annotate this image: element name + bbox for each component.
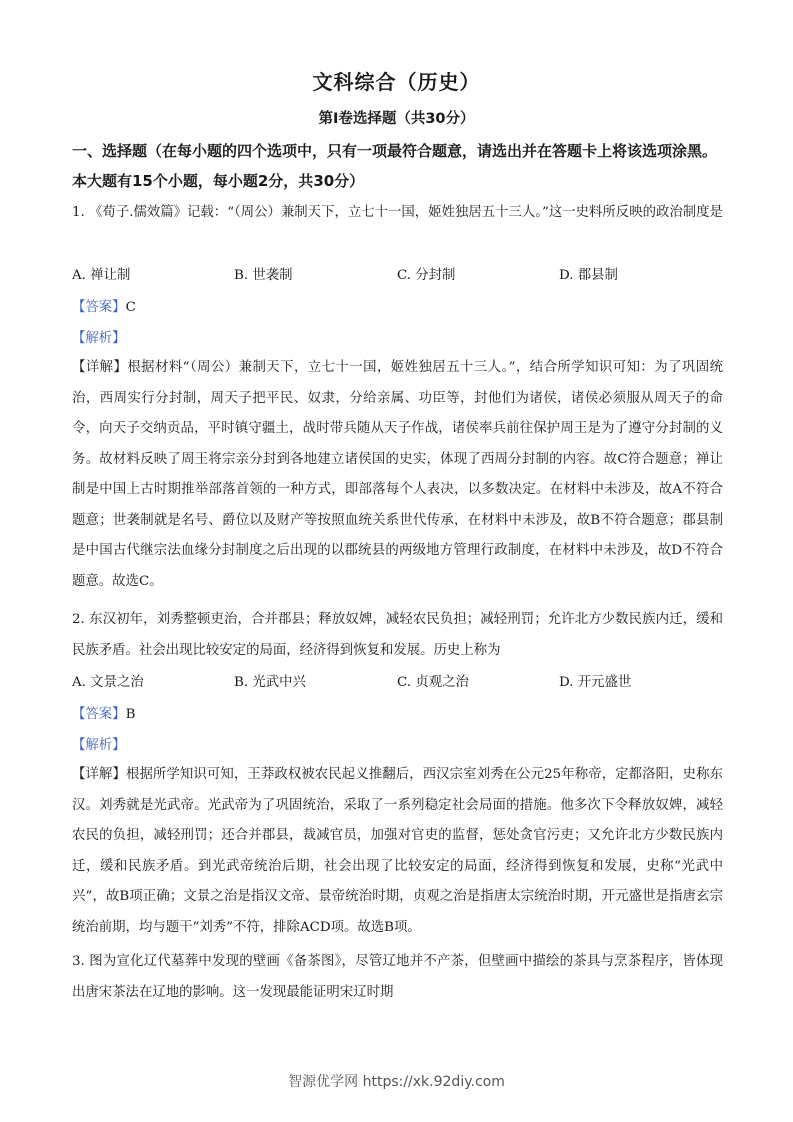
option-b: B. 世袭制 [234, 268, 293, 283]
page-title: 文科综合（历史） [312, 70, 481, 94]
question-2-options [72, 671, 723, 693]
section-subtitle: 第Ⅰ卷选择题（共30分） [318, 111, 475, 127]
question-1-options [72, 264, 723, 286]
question-1-analysis-label: 【解析】 [72, 331, 126, 346]
answer-value: B [125, 707, 136, 722]
option-b: B. 光武中兴 [234, 675, 306, 690]
option-a: A. 文景之治 [72, 675, 144, 690]
option-a: A. 禅让制 [72, 268, 131, 283]
option-c: C. 贞观之治 [397, 675, 469, 690]
option-c: C. 分封制 [397, 268, 456, 283]
option-d: D. 开元盛世 [559, 675, 632, 690]
question-1-answer [72, 296, 136, 315]
question-1-stem: 1. 《荀子.儒效篇》记载：“（周公）兼制天下，立七十一国，姬姓独居五十三人。”这一史料所反映的政治制度是 [72, 205, 723, 220]
question-2-analysis-label: 【解析】 [72, 738, 126, 753]
answer-value: C [125, 300, 136, 315]
question-2-answer [72, 703, 135, 722]
answer-label: 【答案】 [72, 707, 126, 722]
question-3-stem: 3. 图为宣化辽代墓葬中发现的壁画《备茶图》，尽管辽地并不产茶，但壁画中描绘的茶具与烹茶程序，皆体现出唐宋茶法在辽地的影响。这一发现最能证明宋辽时期 [72, 954, 723, 1000]
question-2-stem: 2. 东汉初年，刘秀整顿吏治，合并郡县；释放奴婢，减轻农民负担；减轻刑罚；允许北方少数民族内迁，缓和民族矛盾。社会出现比较安定的局面，经济得到恢复和发展。历史上称为 [72, 612, 723, 658]
page-footer: 智源优学网 https://xk.92diy.com [288, 1074, 505, 1090]
question-1-detail: 【详解】根据材料“（周公）兼制天下，立七十一国，姬姓独居五十三人。”，结合所学知识可知：为了巩固统治，西周实行分封制，周天子把平民、奴隶，分给亲属、功臣等，封他们为诸侯，诸侯必须服从周天子的命令，向天子交纳贡品，平时镇守疆土，战时带兵随从天子作战，诸侯率兵前往保护周王是为了遵守分封制的义务。故材料反映了周王将宗亲分封到各地建立诸侯国的史实，体现了西周分封制的内容。故C符合题意；禅让制是中国上古时期推举部落首领的一种方式，即部落每个人表决，以多数决定。在材料中未涉及，故A不符合题意；世袭制就是名号、爵位以及财产等按照血统关系世代传承，在材料中未涉及，故B不符合题意；郡县制是中国古代继宗法血缘分封制度之后出现的以郡统县的两级地方管理行政制度，在材料中未涉及，故D不符合题意。故选C。 [72, 360, 723, 589]
question-2-detail: 【详解】根据所学知识可知，王莽政权被农民起义推翻后，西汉宗室刘秀在公元25年称帝，定都洛阳，史称东汉。刘秀就是光武帝。光武帝为了巩固统治，采取了一系列稳定社会局面的措施。他多次下令释放奴婢，减轻农民的负担，减轻刑罚；还合并郡县，裁减官员，加强对官吏的监督，惩处贪官污吏；又允许北方少数民族内迁，缓和民族矛盾。到光武帝统治后期，社会出现了比较安定的局面，经济得到恢复和发展，史称“光武中兴”，故B项正确；文景之治是指汉文帝、景帝统治时期，贞观之治是指唐太宗统治时期，开元盛世是指唐玄宗统治前期，均与题干“刘秀”不符，排除ACD项。故选B项。 [72, 767, 723, 935]
answer-label: 【答案】 [72, 300, 126, 315]
option-d: D. 郡县制 [559, 268, 618, 283]
section-heading: 一、选择题（在每小题的四个选项中，只有一项最符合题意，请选出并在答题卡上将该选项涂黑。本大题有15个小题，每小题2分，共30分） [72, 142, 718, 190]
